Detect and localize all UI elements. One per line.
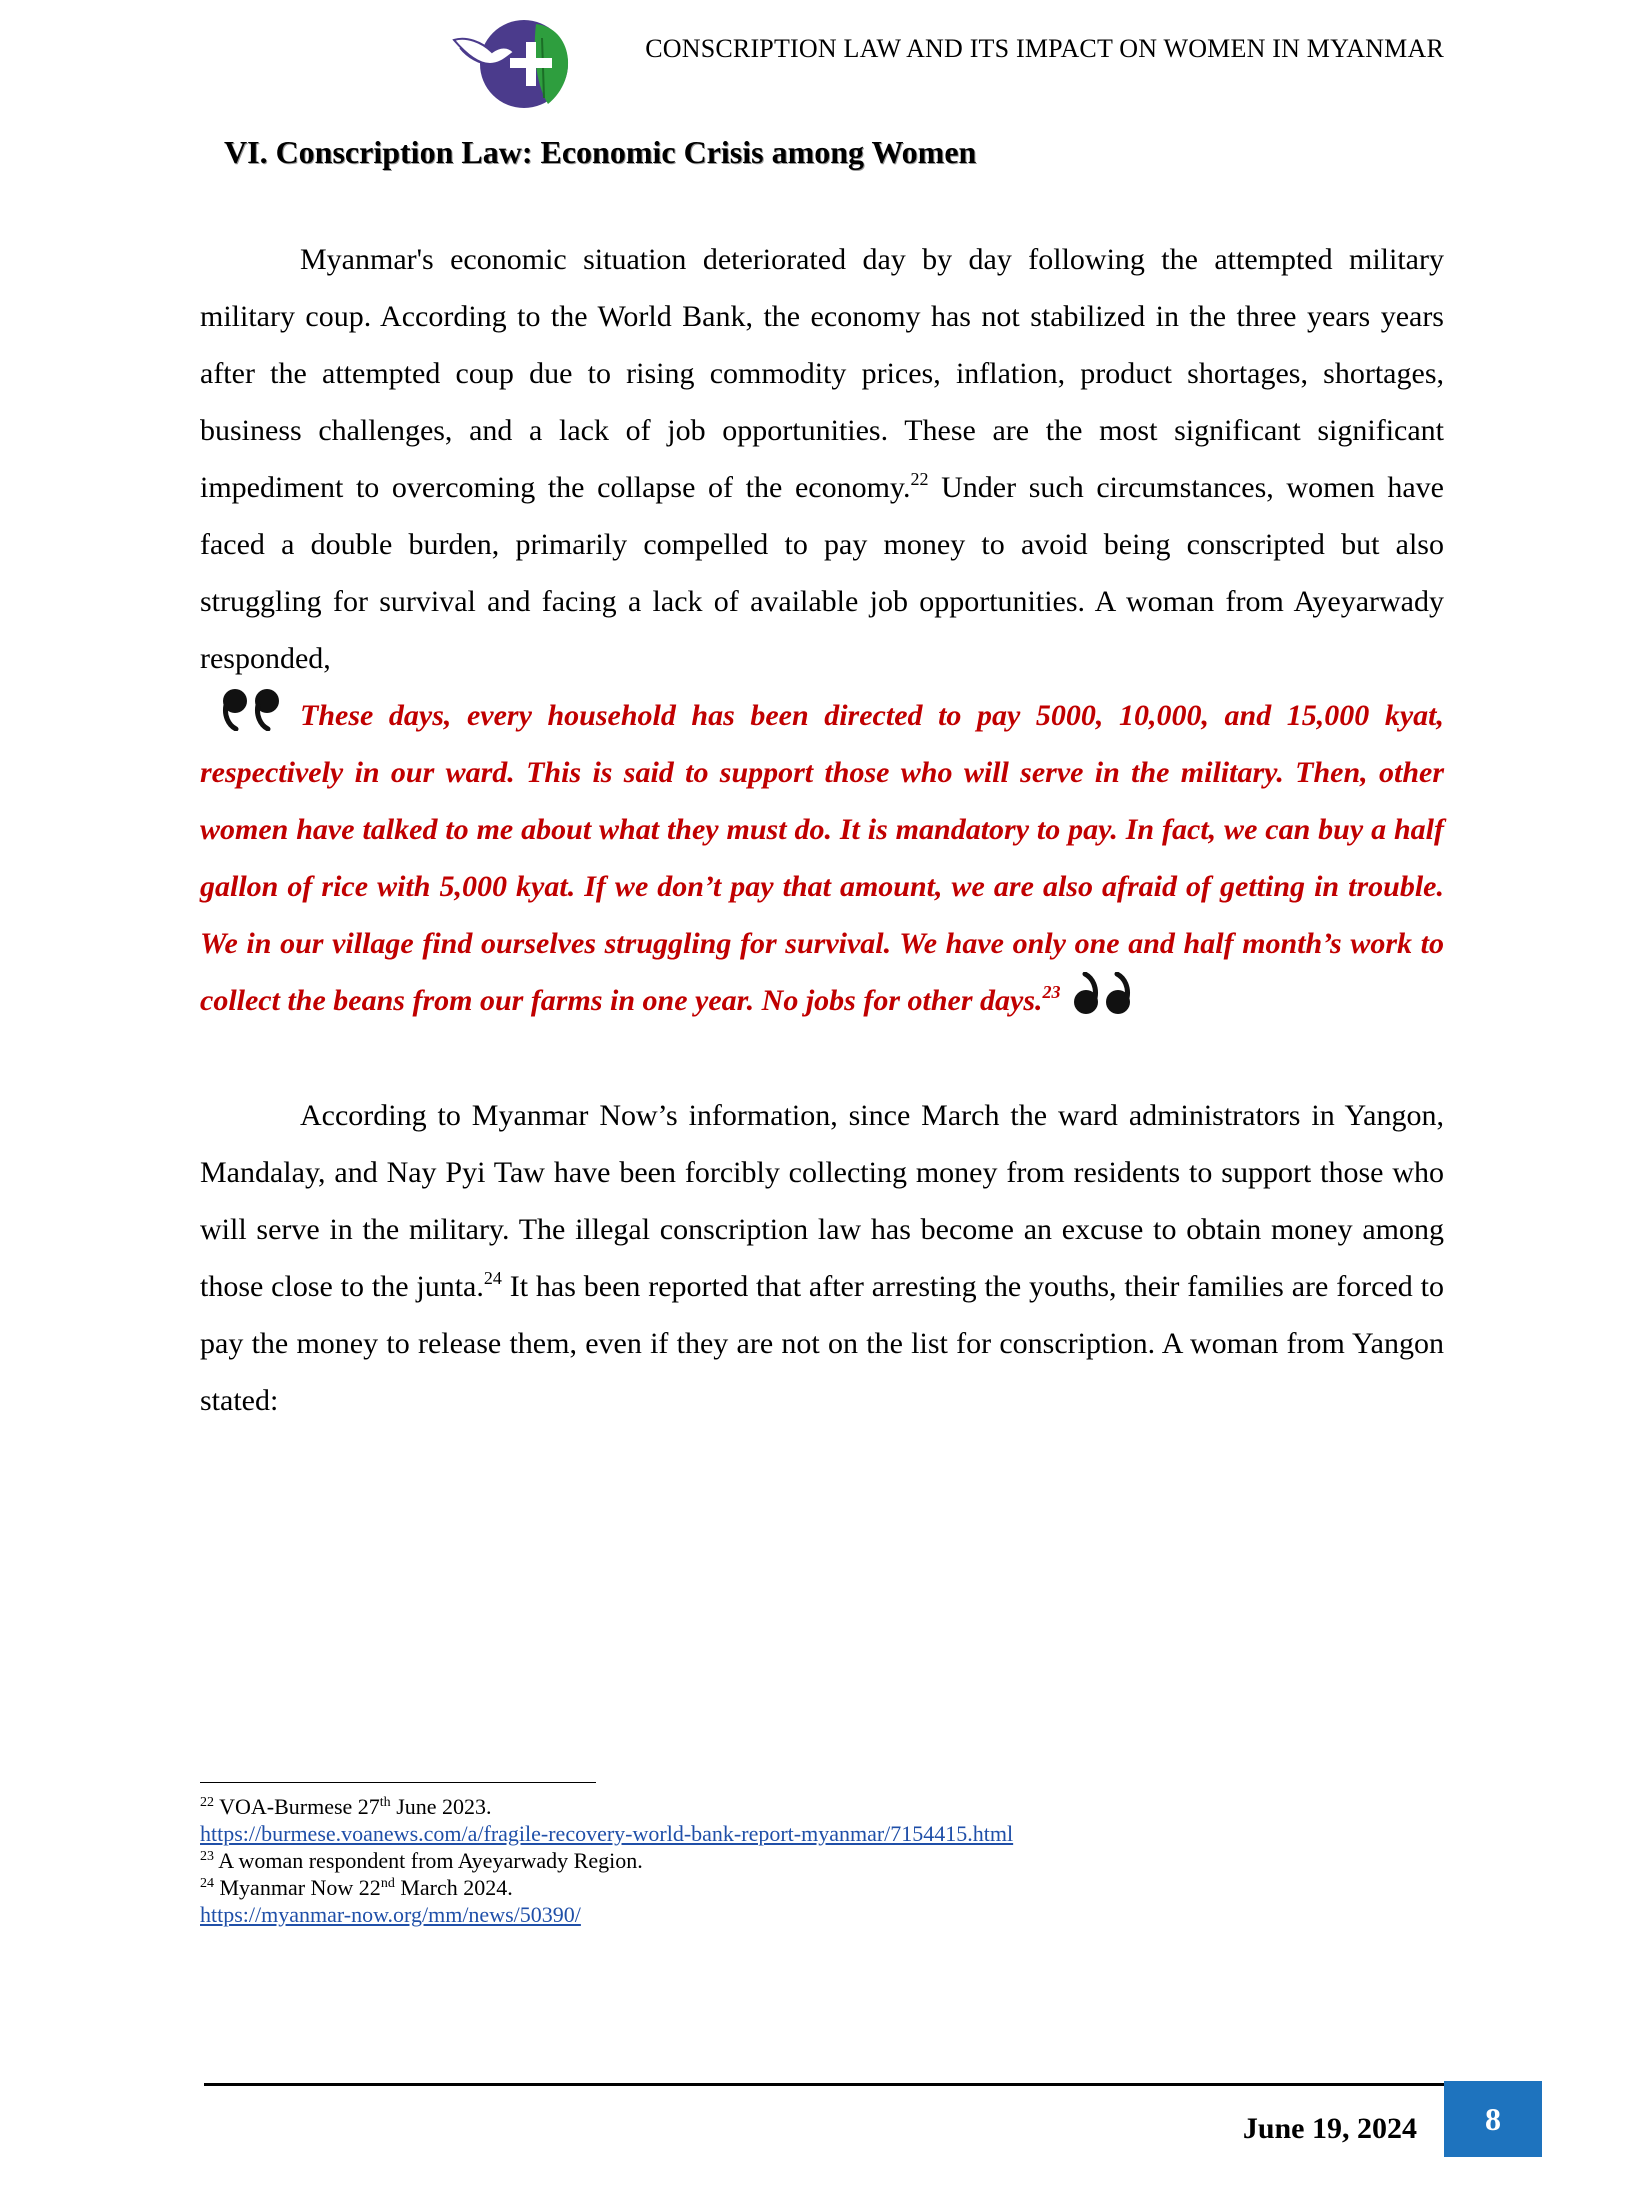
footnote-number: 22 (200, 1795, 214, 1810)
footnote-separator (200, 1782, 596, 1783)
section-heading: VI. Conscription Law: Economic Crisis among Women (224, 134, 977, 170)
quote-text: These days, every household has been directed to pay 5000, 10,000, and 15,000 kyat, respectively in our ward. This is said to support those who will serve in the military. Then, other women have talked to me about what they must do. It is mandatory to pay. In fact, we can buy a half gallon of rice with 5,000 kyat. If we don’t pay that amount, we are also afraid of getting in trouble. We in our village find ourselves struggling for survival. We have only one and half month’s work to collect the beans from our farms in one year. No jobs for other days. (200, 699, 1444, 1017)
footnote-link[interactable]: https://myanmar-now.org/mm/news/50390/ (200, 1902, 581, 1927)
page-number: 8 (1444, 2081, 1542, 2157)
body-paragraph-1 (200, 231, 1444, 687)
footnote-text: VOA-Burmese 27 (214, 1794, 380, 1819)
body-paragraph-2 (200, 1087, 1444, 1429)
footnote-23 (200, 1847, 1444, 1874)
organization-logo (452, 18, 582, 110)
footnote-link[interactable]: https://burmese.voanews.com/a/fragile-recovery-world-bank-report-myanmar/7154415.html (200, 1821, 1014, 1846)
open-quote-icon (220, 687, 288, 731)
footnote-text: A woman respondent from Ayeyarwady Region. (214, 1848, 643, 1873)
paragraph-text: Under such circumstances, women have faced a double burden, primarily compelled to pay money to avoid being conscripted but also struggling for survival and facing a lack of available job opportunities. A woman from Ayeyarwady responded, (200, 471, 1444, 675)
paragraph-text: It has been reported that after arresting the youths, their families are forced to pay the money to release them, even if they are not on the list for conscription. A woman from Yangon stated: (200, 1270, 1445, 1417)
footnote-ref-23[interactable]: 23 (1042, 982, 1061, 1002)
footnote-number: 23 (200, 1849, 214, 1864)
footnote-text: Myanmar Now 22 (214, 1875, 381, 1900)
close-quote-icon (1067, 972, 1135, 1016)
footnote-ref-22[interactable]: 22 (910, 469, 929, 489)
footnote-text: June 2023. (390, 1794, 492, 1819)
footnote-text: March 2024. (394, 1875, 513, 1900)
footnote-ordinal: th (379, 1795, 391, 1810)
footnote-ref-24[interactable]: 24 (483, 1268, 502, 1288)
footer-rule (204, 2083, 1444, 2086)
footnotes (200, 1793, 1444, 1928)
footnote-24 (200, 1874, 1444, 1901)
footnote-ordinal: nd (380, 1876, 395, 1891)
footnote-22 (200, 1793, 1444, 1820)
footer-date: June 19, 2024 (1242, 2112, 1417, 2145)
footnote-number: 24 (200, 1876, 214, 1891)
testimony-quote (200, 687, 1444, 1029)
running-header-title: CONSCRIPTION LAW AND ITS IMPACT ON WOMEN IN MYANMAR (645, 34, 1444, 63)
paragraph-text: Myanmar's economic situation deteriorated day by day following the attempted military military coup. According to the World Bank, the economy has not stabilized in the three years years after the attempted coup due to rising commodity prices, inflation, product shortages, shortages, business challenges, and a lack of job opportunities. These are the most significant significant impediment to overcoming the collapse of the economy. (200, 243, 1444, 504)
paragraph-text: According to Myanmar Now’s information, since March the ward administrators in Yangon, Mandalay, and Nay Pyi Taw have been forcibly collecting money from residents to support those who will serve in the military. The illegal conscription law has become an excuse to obtain money among those close to the junta. (200, 1099, 1444, 1303)
